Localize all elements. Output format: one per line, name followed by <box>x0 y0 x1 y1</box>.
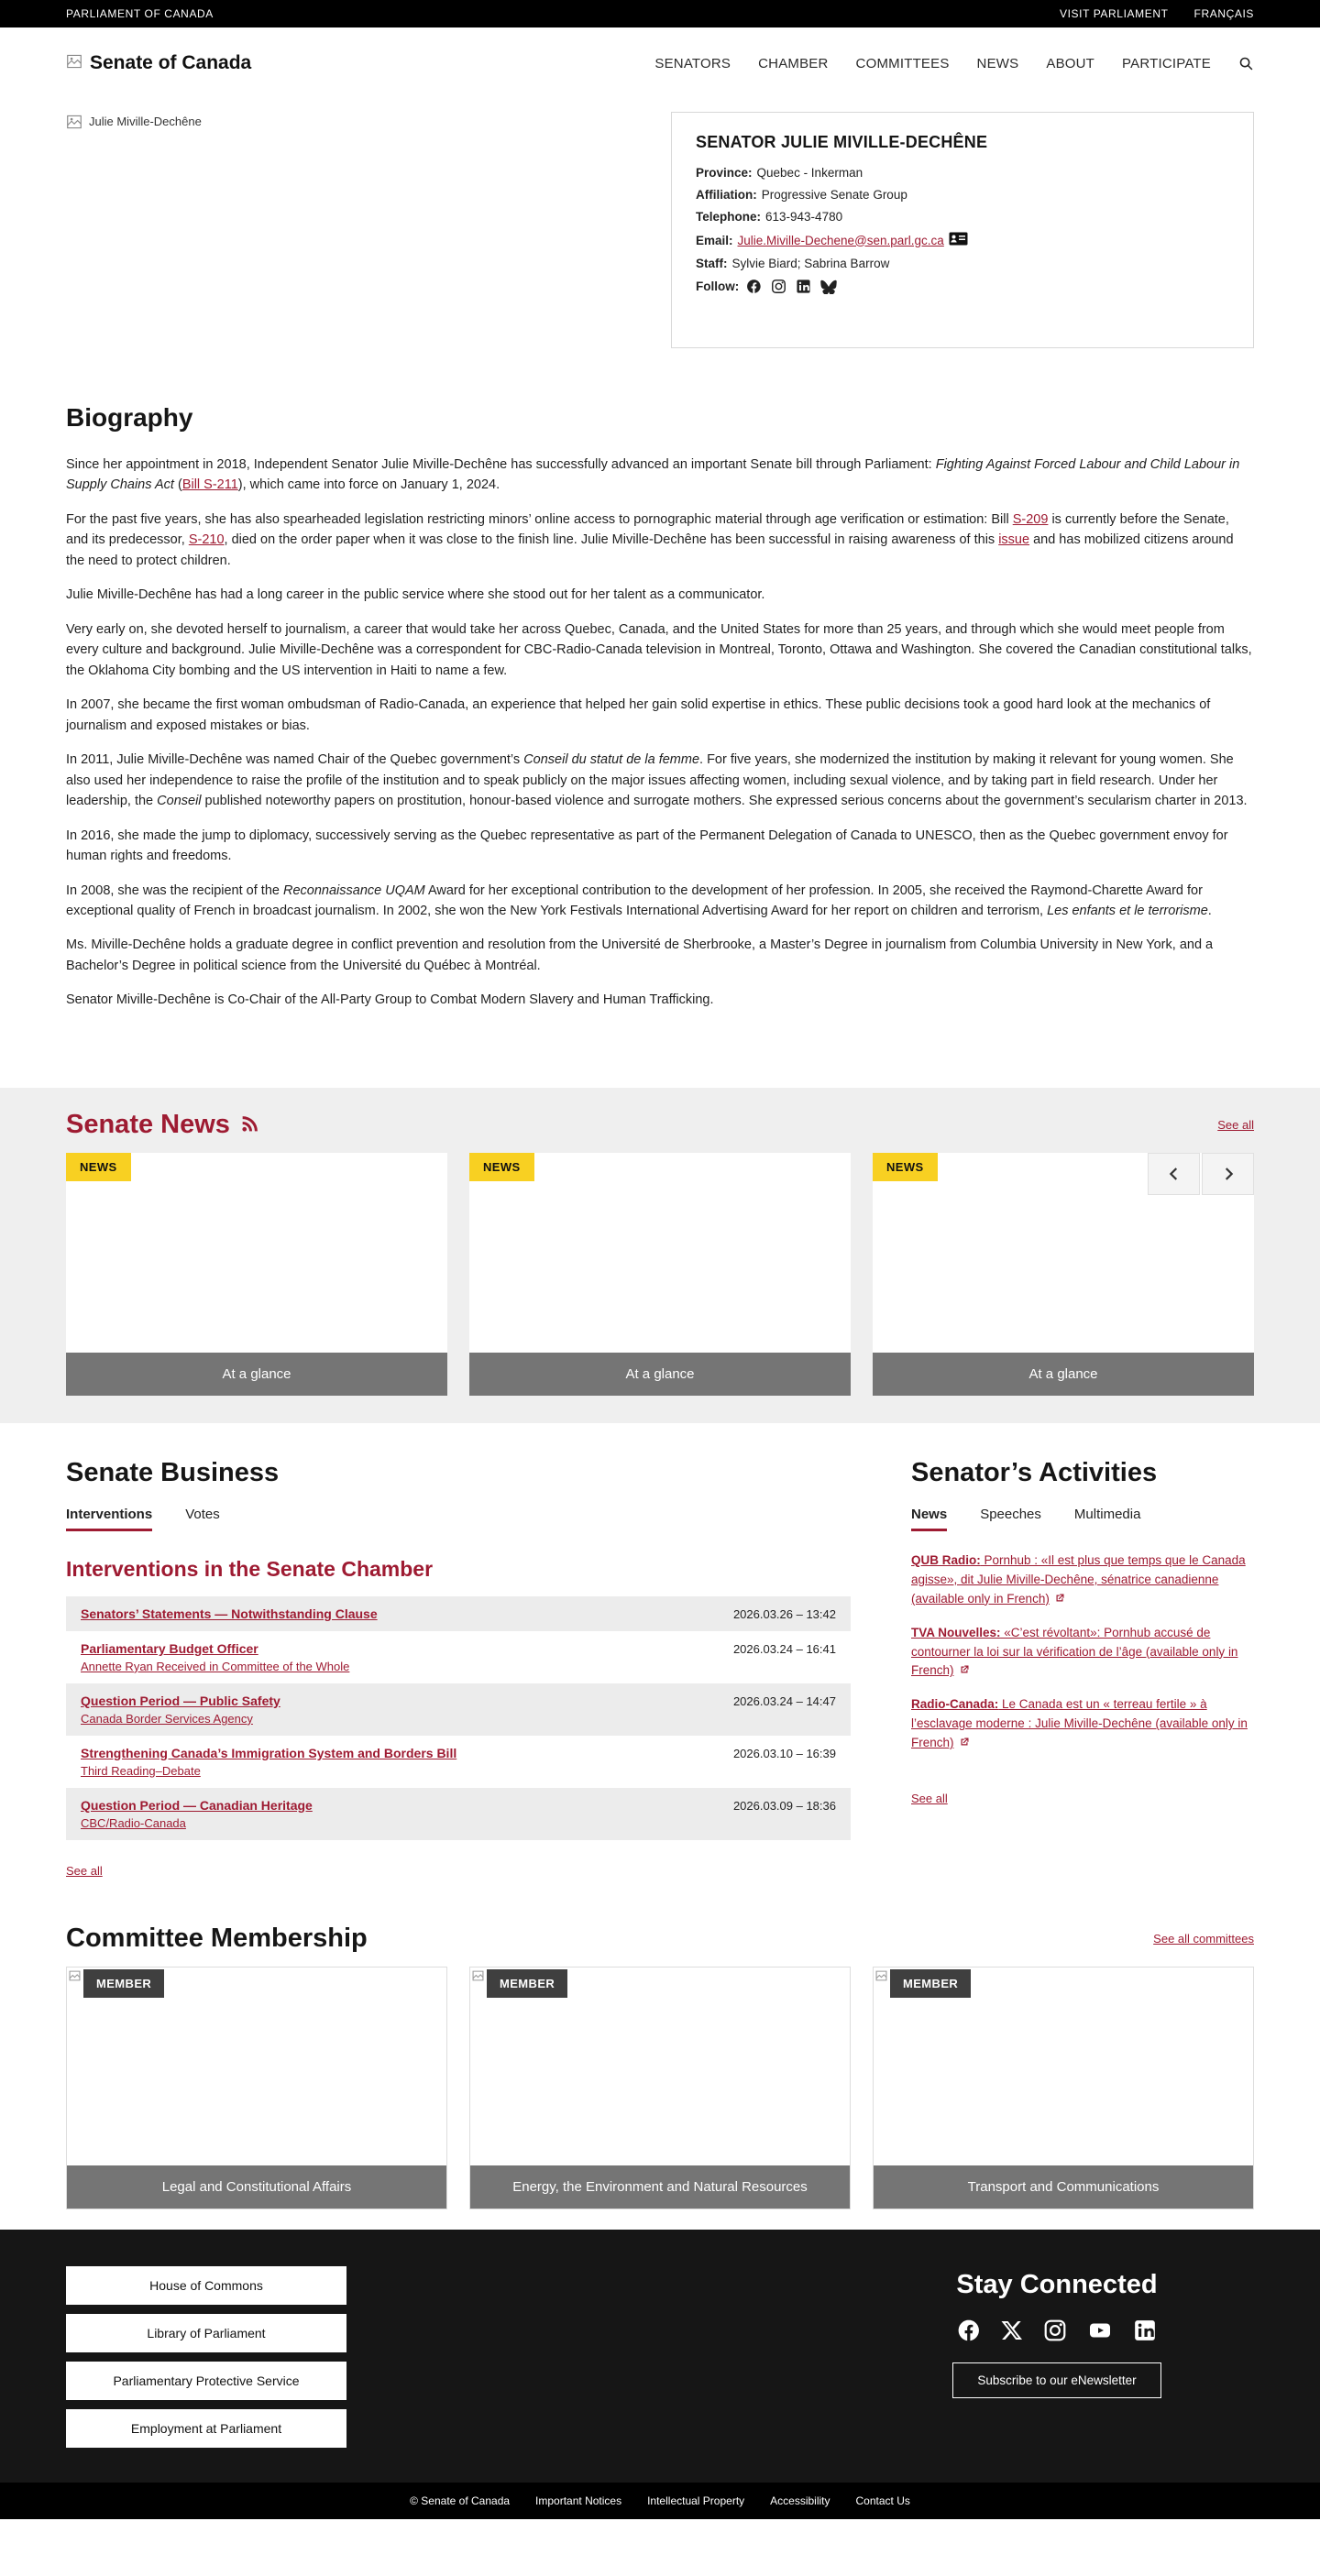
activity-source: TVA Nouvelles: <box>911 1625 1001 1639</box>
main-navigation <box>654 56 1254 71</box>
activity-link[interactable] <box>911 1551 1254 1609</box>
carousel-prev-button[interactable] <box>1148 1153 1200 1195</box>
external-link-icon <box>959 1664 970 1675</box>
intervention-date: 2026.03.24 – 16:41 <box>732 1641 836 1656</box>
biography-section <box>66 403 1254 1011</box>
committee-card-caption[interactable]: Legal and Constitutional Affairs <box>67 2165 446 2209</box>
intervention-title-link[interactable]: Senators’ Statements — Notwithstanding Clause <box>81 1606 378 1621</box>
employment-at-parliament-button[interactable]: Employment at Parliament <box>66 2409 346 2448</box>
province-label: Province: <box>696 166 753 180</box>
bio-paragraph <box>66 750 1254 811</box>
instagram-icon[interactable] <box>1043 2318 1067 2342</box>
table-row <box>66 1788 851 1840</box>
news-badge: NEWS <box>469 1153 534 1181</box>
committee-membership-title: Committee Membership <box>66 1923 368 1953</box>
house-of-commons-button[interactable]: House of Commons <box>66 2266 346 2305</box>
activities-tabs <box>911 1507 1254 1531</box>
news-card[interactable] <box>469 1153 851 1396</box>
senator-photo-placeholder <box>66 112 638 348</box>
committee-membership-section <box>66 1924 1254 2209</box>
telephone-label: Telephone: <box>696 210 762 224</box>
bio-text: . For five years, she modernized the institution by making it relevant for young women. She also used her independence to raise the profile of the institution and to speak publicly on the major issues affecting women, including sexual violence, and by taking part in field research. Under her leadership, the <box>66 752 1234 809</box>
activity-link[interactable] <box>911 1624 1254 1682</box>
intervention-subtitle-link[interactable]: Third Reading–Debate <box>81 1763 201 1778</box>
senate-business-title: Senate Business <box>66 1457 280 1487</box>
affiliation-value: Progressive Senate Group <box>761 188 908 202</box>
news-card[interactable] <box>66 1153 447 1396</box>
staff-value: Sylvie Biard; Sabrina Barrow <box>732 257 890 270</box>
bio-text: , died on the order paper when it was close to the finish line. Julie Miville-Dechêne has been successful in raising awareness of this <box>224 532 999 548</box>
tab-multimedia[interactable]: Multimedia <box>1073 1506 1141 1522</box>
linkedin-icon[interactable] <box>1133 2318 1157 2342</box>
senate-logo-link[interactable] <box>66 52 251 74</box>
news-badge: NEWS <box>873 1153 938 1181</box>
bio-paragraph: Senator Miville-Dechêne is Co-Chair of the All-Party Group to Combat Modern Slavery and Human Trafficking. <box>66 992 714 1008</box>
tab-interventions[interactable]: Interventions <box>66 1507 152 1531</box>
bio-text: published noteworthy papers on prostitution, honour-based violence and surrogate mothers. She expressed serious concerns about the government’s secularism charter in 2013. <box>201 794 1248 809</box>
intervention-date: 2026.03.24 – 14:47 <box>732 1694 836 1708</box>
site-footer <box>0 2230 1320 2519</box>
senate-news-title <box>66 1110 259 1140</box>
rss-icon[interactable] <box>241 1110 259 1140</box>
tab-speeches[interactable]: Speeches <box>980 1506 1041 1522</box>
news-card-image <box>66 1153 447 1353</box>
intervention-title-link[interactable]: Question Period — Public Safety <box>81 1693 280 1708</box>
linkedin-icon[interactable] <box>796 279 811 294</box>
bio-text: . <box>1207 903 1212 918</box>
legal-bar <box>0 2483 1320 2519</box>
senator-activities-title: Senator’s Activities <box>911 1457 1158 1487</box>
bio-paragraph: Ms. Miville-Dechêne holds a graduate degree in conflict prevention and resolution from the Université de Sherbrooke, a Master’s Degree in journalism from Columbia University in New York, and a Bachelor’s Degree in political science from the Université du Québec à Montréal. <box>66 937 1214 973</box>
affiliation-label: Affiliation: <box>696 188 757 202</box>
intervention-title-link[interactable]: Question Period — Canadian Heritage <box>81 1797 313 1813</box>
senate-news-title-text: Senate News <box>66 1109 230 1139</box>
search-icon[interactable] <box>1238 56 1254 71</box>
activity-text: Pornhub : «Il est plus que temps que le Canada agisse», dit Julie Miville-Dechêne, sénatrice canadienne (available only in French) <box>911 1552 1246 1606</box>
news-carousel-controls <box>1148 1153 1254 1195</box>
telephone-value: 613-943-4780 <box>765 210 843 224</box>
copyright-text: © Senate of Canada <box>410 2494 511 2507</box>
facebook-icon[interactable] <box>957 2318 981 2342</box>
intervention-date: 2026.03.09 – 18:36 <box>732 1798 836 1813</box>
nav-participate[interactable]: PARTICIPATE <box>1122 55 1211 71</box>
nav-news[interactable]: NEWS <box>976 55 1019 71</box>
nav-senators[interactable]: SENATORS <box>654 55 732 71</box>
news-badge: NEWS <box>66 1153 131 1181</box>
activity-text: Le Canada est un « terreau fertile » à l’esclavage moderne : Julie Miville-Dechêne (available only in French) <box>911 1697 1248 1750</box>
biography-title: Biography <box>66 403 193 432</box>
committee-card-caption[interactable]: Energy, the Environment and Natural Resources <box>470 2165 850 2209</box>
business-activities-section <box>66 1458 1254 1880</box>
issue-link[interactable]: issue <box>998 532 1030 548</box>
bio-text: ( <box>173 477 182 493</box>
bio-text: Since her appointment in 2018, Independent Senator Julie Miville-Dechêne has successfully advanced an important Senate bill through Parliament: <box>66 457 936 472</box>
table-row <box>66 1631 851 1683</box>
follow-label: Follow: <box>696 280 740 293</box>
broken-image-icon <box>472 1969 484 1986</box>
visit-parliament-link[interactable]: VISIT PARLIAMENT <box>1060 7 1169 20</box>
activity-link[interactable] <box>911 1695 1254 1753</box>
facebook-icon[interactable] <box>746 279 762 294</box>
bio-italic: Reconnaissance UQAM <box>282 882 425 898</box>
business-tabs <box>66 1507 851 1531</box>
bio-text: is currently before the Senate, and its predecessor, <box>66 511 1229 548</box>
bio-paragraph: Julie Miville-Dechêne has had a long career in the public service where she stood out for her talent as a communicator. <box>66 587 765 603</box>
committee-card[interactable] <box>873 1967 1254 2209</box>
important-notices-link[interactable]: Important Notices <box>535 2494 622 2507</box>
intervention-title-link[interactable]: Strengthening Canada’s Immigration System and Borders Bill <box>81 1745 457 1760</box>
subscribe-newsletter-button[interactable]: Subscribe to our eNewsletter <box>952 2362 1160 2398</box>
parliamentary-protective-service-button[interactable]: Parliamentary Protective Service <box>66 2362 346 2400</box>
member-badge: MEMBER <box>83 1969 164 1998</box>
committees-see-all-link[interactable]: See all committees <box>1153 1931 1254 1946</box>
bio-paragraph: In 2007, she became the first woman ombudsman of Radio-Canada, an experience that helped her gain solid expertise in ethics. These public decisions took a good hard look at the mechanics of journalism and exposed mistakes or bias. <box>66 697 1211 733</box>
carousel-next-button[interactable] <box>1202 1153 1254 1195</box>
youtube-icon[interactable] <box>1087 2319 1113 2341</box>
library-of-parliament-button[interactable]: Library of Parliament <box>66 2314 346 2352</box>
bio-italic: Conseil du statut de la femme <box>523 752 700 768</box>
intervention-subtitle-link[interactable]: CBC/Radio-Canada <box>81 1815 186 1830</box>
nav-chamber[interactable]: CHAMBER <box>758 55 829 71</box>
photo-alt-text: Julie Miville-Dechêne <box>89 115 202 128</box>
committee-card[interactable] <box>469 1967 851 2209</box>
logo-alt-text: Senate of Canada <box>90 52 252 73</box>
interventions-heading: Interventions in the Senate Chamber <box>66 1556 434 1581</box>
bluesky-icon[interactable] <box>820 280 837 294</box>
business-see-all-link[interactable]: See all <box>66 1863 103 1878</box>
bio-text: Award for her exceptional contribution to the development of her profession. In 2005, she received the Raymond-Charette Award for exceptional quality of French in broadcast journalism. In 2002, she won the New York Festivals International Advertising Award for her report on children and terrorism, <box>66 882 1203 918</box>
staff-label: Staff: <box>696 257 728 270</box>
table-row <box>66 1736 851 1788</box>
member-badge: MEMBER <box>487 1969 567 1998</box>
stay-connected-title: Stay Connected <box>956 2269 1158 2299</box>
email-label: Email: <box>696 233 733 247</box>
x-icon[interactable] <box>1001 2319 1023 2341</box>
bio-text: and has mobilized citizens around the need to protect children. <box>66 532 1234 568</box>
senator-name: SENATOR JULIE MIVILLE-DECHÊNE <box>696 133 988 151</box>
news-card-caption[interactable]: At a glance <box>66 1353 447 1396</box>
intervention-date: 2026.03.26 – 13:42 <box>732 1606 836 1621</box>
senate-business-column <box>66 1458 851 1880</box>
intellectual-property-link[interactable]: Intellectual Property <box>647 2494 745 2507</box>
bill-s211-link[interactable]: Bill S-211 <box>182 477 238 493</box>
bio-text: ), which came into force on January 1, 2024. <box>237 477 500 493</box>
news-see-all-link[interactable]: See all <box>1217 1117 1254 1132</box>
activity-source: Radio-Canada: <box>911 1697 999 1712</box>
footer-buttons <box>66 2266 346 2448</box>
bio-paragraph: In 2016, she made the jump to diplomacy, successively serving as the Quebec representative as part of the Permanent Delegation of Canada to UNESCO, then as the Quebec government envoy for human rights and freedoms. <box>66 828 1228 864</box>
nav-committees[interactable]: COMMITTEES <box>855 55 950 71</box>
bill-s209-link[interactable]: S-209 <box>1012 511 1049 527</box>
language-toggle-francais[interactable]: FRANÇAIS <box>1194 7 1254 20</box>
activities-list <box>911 1551 1254 1753</box>
bill-s210-link[interactable]: S-210 <box>188 532 225 548</box>
activity-text: «C’est révoltant»: Pornhub accusé de contourner la loi sur la vérification de l’âge (available only in French) <box>911 1625 1238 1678</box>
broken-image-icon <box>875 1969 887 1986</box>
committee-card-caption[interactable]: Transport and Communications <box>874 2165 1253 2209</box>
email-link[interactable]: Julie.Miville-Dechene@sen.parl.gc.ca <box>737 233 944 247</box>
parliament-top-bar <box>0 0 1320 27</box>
nav-about[interactable]: ABOUT <box>1046 55 1095 71</box>
intervention-title-link[interactable]: Parliamentary Budget Officer <box>81 1640 258 1656</box>
table-row <box>66 1596 851 1631</box>
parliament-of-canada-link[interactable]: PARLIAMENT OF CANADA <box>66 7 214 20</box>
bio-italic: Les enfants et le terrorisme <box>1047 903 1208 918</box>
external-link-icon <box>1054 1593 1065 1604</box>
bio-italic: Conseil <box>157 794 202 809</box>
bio-paragraph: Very early on, she devoted herself to journalism, a career that would take her across Quebec, Canada, and the United States for more than 25 years, and through which she would meet people from every culture and background. Julie Miville-Dechêne was a correspondent for CBC-Radio-Canada television in Montreal, Toronto, Ottawa and Washington. She covered the Canadian constitutional talks, the Oklahoma City bombing and the US intervention in Haiti to name a few. <box>66 621 1252 678</box>
stay-connected-block <box>860 2266 1254 2448</box>
member-badge: MEMBER <box>890 1969 971 1998</box>
bio-text: In 2011, Julie Miville-Dechêne was named Chair of the Quebec government’s <box>66 752 524 768</box>
news-card-image <box>469 1153 851 1353</box>
intervention-subtitle-link[interactable]: Annette Ryan Received in Committee of the Whole <box>81 1659 350 1673</box>
senator-hero <box>66 99 1254 348</box>
committee-card[interactable] <box>66 1967 447 2209</box>
bio-paragraph <box>66 455 1254 496</box>
broken-image-icon <box>66 115 82 132</box>
instagram-icon[interactable] <box>771 279 786 294</box>
interventions-table <box>66 1596 851 1840</box>
bio-italic: Fighting Against Forced Labour and Child Labour in Supply Chains Act <box>66 457 1240 493</box>
external-link-icon <box>959 1737 970 1748</box>
intervention-subtitle-link[interactable]: Canada Border Services Agency <box>81 1711 253 1726</box>
senate-news-section <box>0 1088 1320 1423</box>
senator-activities-column <box>911 1458 1254 1880</box>
contact-us-link[interactable]: Contact Us <box>855 2494 910 2507</box>
activity-source: QUB Radio: <box>911 1552 981 1567</box>
broken-image-icon <box>66 54 82 73</box>
accessibility-link[interactable]: Accessibility <box>770 2494 830 2507</box>
bio-text: In 2008, she was the recipient of the <box>66 882 283 898</box>
tab-votes[interactable]: Votes <box>185 1506 220 1522</box>
vcard-icon[interactable] <box>949 232 968 248</box>
bio-paragraph <box>66 881 1254 922</box>
news-card-caption[interactable]: At a glance <box>469 1353 851 1396</box>
bio-paragraph <box>66 510 1254 571</box>
table-row <box>66 1683 851 1736</box>
site-header <box>0 27 1320 99</box>
news-card-caption[interactable]: At a glance <box>873 1353 1254 1396</box>
footer-social-row <box>860 2318 1254 2342</box>
senator-info-card <box>671 112 1254 348</box>
intervention-date: 2026.03.10 – 16:39 <box>732 1746 836 1760</box>
activities-see-all-link[interactable]: See all <box>911 1792 948 1806</box>
tab-news[interactable]: News <box>911 1507 947 1531</box>
province-value: Quebec - Inkerman <box>756 166 864 180</box>
broken-image-icon <box>69 1969 81 1986</box>
bio-text: For the past five years, she has also spearheaded legislation restricting minors’ online access to pornographic material through age verification or estimation: Bill <box>66 511 1013 527</box>
